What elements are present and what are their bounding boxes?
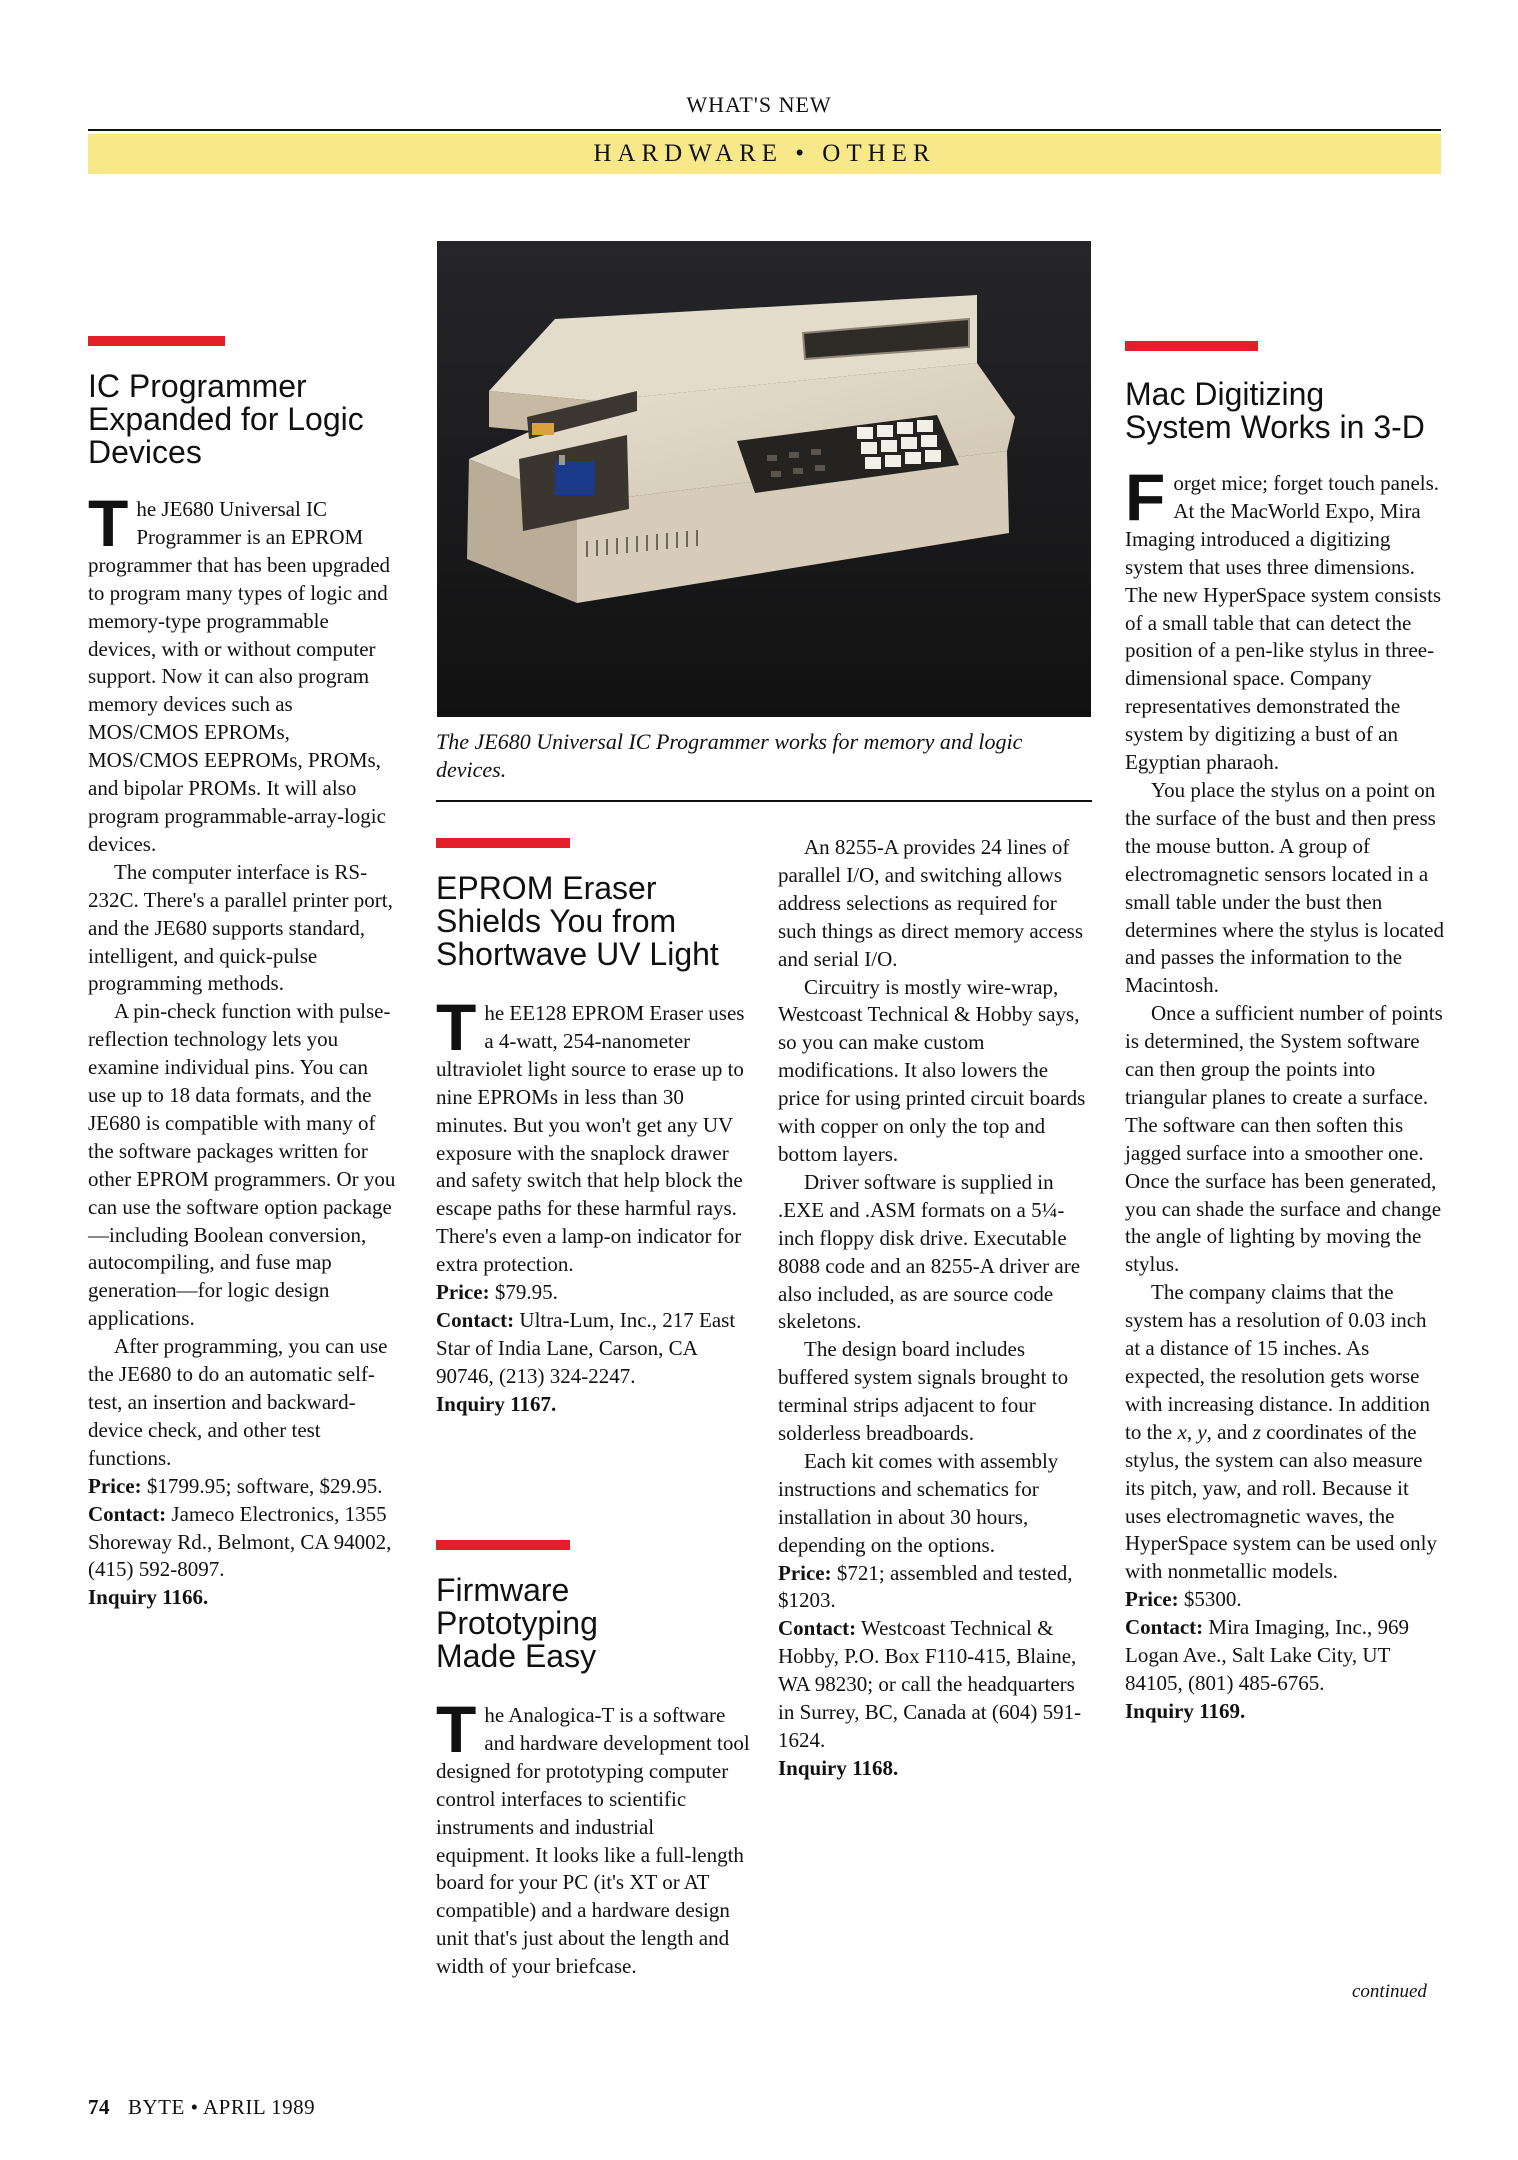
headline-accent-bar [436, 1540, 570, 1550]
article-headline: Firmware Prototyping Made Easy [436, 1572, 598, 1674]
photo-caption: The JE680 Universal IC Programmer works for memory and logic devices. [436, 729, 1023, 782]
category-band: HARDWARE • OTHER [88, 134, 1441, 174]
article-headline: EPROM Eraser Shields You from Shortwave UV Light [436, 870, 719, 972]
article-paragraph: The computer interface is RS-232C. There's a parallel printer port, and the JE680 supports standard, intelligent, and quick-pulse programming methods. [88, 859, 393, 996]
section-title: WHAT'S NEW [686, 92, 832, 117]
article-headline: IC Programmer Expanded for Logic Devices [88, 368, 364, 470]
page-footer [88, 2095, 315, 2120]
article-paragraph: The design board includes buffered system signals brought to terminal strips adjacent to four solderless breadboards. [778, 1337, 1069, 1446]
article-paragraph: You place the stylus on a point on the surface of the bust and then press the mouse button. A group of electromagnetic sensors located in a small table under the bust then determines where the stylus is located and passes the information to the Macintosh. [1125, 777, 1444, 998]
header-rule [88, 129, 1441, 131]
continued-label: continued [1352, 1981, 1427, 2002]
contact-line: Contact: Ultra-Lum, Inc., 217 East Star of India Lane, Carson, CA 90746, (213) 324-2247. [436, 1307, 736, 1388]
article-paragraph: The company claims that the system has a resolution of 0.03 inch at a distance of 15 inches. As expected, the resolution gets worse with increasing distance. In addition to the x, y, and z coordinates of the stylus, the system can also measure its pitch, yaw, and roll. Because it uses electromagnetic waves, the HyperSpace system can be used only with nonmetallic models. [1125, 1280, 1437, 1584]
article-body [1125, 460, 1445, 1726]
price-line: Price: $79.95. [436, 1280, 558, 1305]
drop-cap: F [1125, 460, 1166, 534]
article-paragraph: After programming, you can use the JE680 to do an automatic self-test, an insertion and backward-device check, and other test functions. [88, 1334, 388, 1470]
drop-cap: T [88, 486, 129, 560]
price-line: Price: $721; assembled and tested, $1203. [778, 1560, 1073, 1613]
contact-line: Contact: Mira Imaging, Inc., 969 Logan Ave., Salt Lake City, UT 84105, (801) 485-6765. [1125, 1615, 1410, 1695]
headline-accent-bar [1125, 341, 1258, 351]
inquiry-number: Inquiry 1169. [1125, 1698, 1246, 1723]
article-body [88, 486, 398, 1612]
article-paragraph: A pin-check function with pulse-reflection technology lets you examine individual pins. You can use up to 18 data formats, and the JE680 is compatible with many of the software packages written for other EPROM programmers. Or you can use the software option package—including Boolean conversion, autocompiling, and fuse map generation—for logic design applications. [88, 999, 396, 1331]
article-paragraph: Once a sufficient number of points is determined, the System software can then group the points into triangular planes to create a surface. The software can then soften this jagged surface into a smoother one. Once the surface has been generated, you can shade the surface and change the angle of lighting by moving the stylus. [1125, 1001, 1443, 1277]
page-number: 74 [88, 2095, 110, 2119]
article-paragraph: The JE680 Universal IC Programmer is an EPROM programmer that has been upgraded to program many types of logic and memory-type programmable devices, with or without computer support. Now it can also program memory devices such as MOS/CMOS EPROMs, MOS/CMOS EEPROMs, PROMs, and bipolar PROMs. It will also program programmable-array-logic devices. [88, 486, 391, 856]
headline-accent-bar [436, 838, 570, 848]
article-body-continued [778, 834, 1090, 1783]
ic-programmer-photo-icon [437, 241, 1091, 717]
article-paragraph: The Analogica-T is a software and hardware development tool designed for prototyping computer control interfaces to scientific instruments and industrial equipment. It looks like a full-length board for your PC (it's XT or AT compatible) and a hardware design unit that's just about the length and width of your briefcase. [436, 1692, 750, 1979]
article-paragraph: An 8255-A provides 24 lines of parallel I/O, and switching allows address selections as required for such things as direct memory access and serial I/O. [778, 835, 1083, 971]
inquiry-number: Inquiry 1167. [436, 1391, 557, 1416]
drop-cap: T [436, 1692, 477, 1766]
caption-rule [436, 800, 1092, 802]
inquiry-number: Inquiry 1168. [778, 1755, 899, 1780]
article-paragraph: Driver software is supplied in .EXE and .ASM formats on a 5¼-inch floppy disk drive. Executable 8088 code and an 8255-A driver are also included, as are source code skeletons. [778, 1169, 1081, 1334]
article-body [436, 1692, 750, 1981]
drop-cap: T [436, 990, 477, 1064]
article-paragraph: Each kit comes with assembly instructions and schematics for installation in about 30 hours, depending on the options. [778, 1448, 1059, 1557]
price-line: Price: $1799.95; software, $29.95. [88, 1473, 383, 1498]
magazine-issue: BYTE • APRIL 1989 [128, 2095, 316, 2119]
article-headline: Mac Digitizing System Works in 3-D [1125, 376, 1425, 445]
product-photo [437, 241, 1091, 717]
contact-line: Contact: Jameco Electronics, 1355 Shoreway Rd., Belmont, CA 94002, (415) 592-8097. [88, 1501, 392, 1582]
article-paragraph: Circuitry is mostly wire-wrap, Westcoast Technical & Hobby says, so you can make custom modifications. It also lowers the price for using printed circuit boards with copper on only the top and bottom layers. [778, 974, 1086, 1166]
article-paragraph: Forget mice; forget touch panels. At the MacWorld Expo, Mira Imaging introduced a digitizing system that uses three dimensions. The new HyperSpace system consists of a small table that can detect the position of a pen-like stylus in three-dimensional space. Company representatives demonstrated the system by digitizing a bust of an Egyptian pharaoh. [1125, 460, 1442, 775]
headline-accent-bar [88, 336, 225, 346]
price-line: Price: $5300. [1125, 1587, 1242, 1612]
article-paragraph: The EE128 EPROM Eraser uses a 4-watt, 254-nanometer ultraviolet light source to erase up to nine EPROMs in less than 30 minutes. But you won't get any UV exposure with the snaplock drawer and safety switch that help block the escape paths for these harmful rays. There's even a lamp-on indicator for extra protection. [436, 990, 745, 1277]
inquiry-number: Inquiry 1166. [88, 1585, 209, 1610]
contact-line: Contact: Westcoast Technical & Hobby, P.O. Box F110-415, Blaine, WA 98230; or call the headquarters in Surrey, BC, Canada at (604) 591-1624. [778, 1616, 1082, 1752]
article-body [436, 990, 750, 1419]
